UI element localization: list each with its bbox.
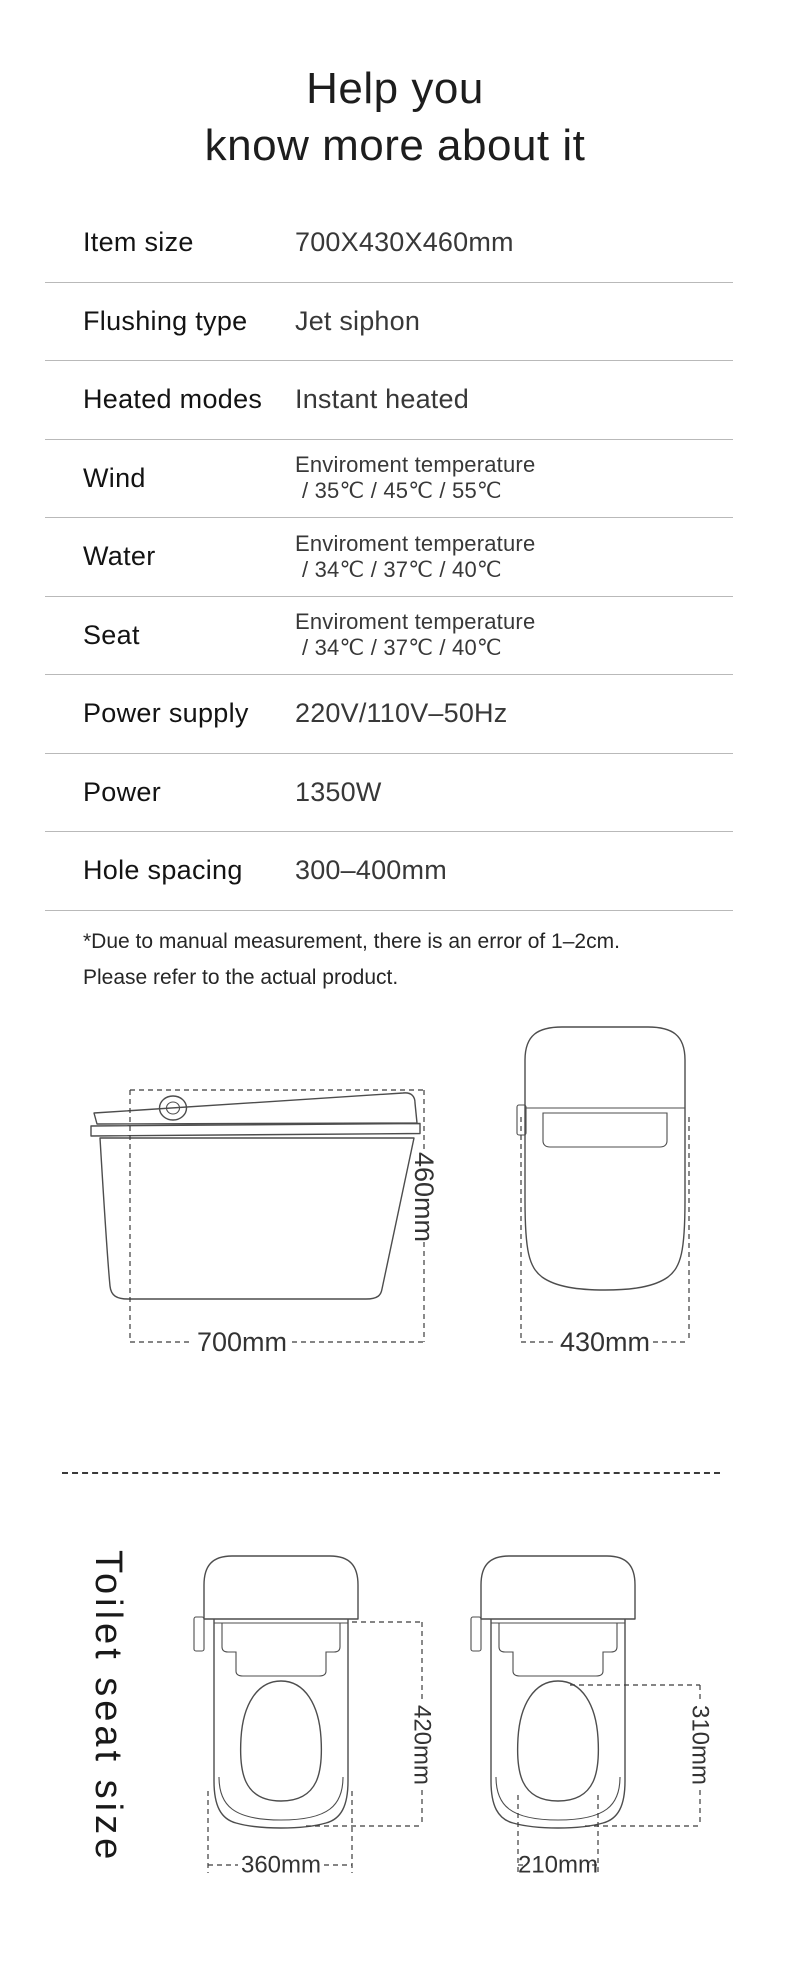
spec-label: Hole spacing [83, 855, 243, 886]
spec-row-item-size [45, 204, 733, 283]
spec-label: Wind [83, 462, 146, 493]
spec-row-seat [45, 597, 733, 676]
seat-opening-dimension-lines [518, 1685, 714, 1879]
spec-value [295, 609, 535, 661]
dim-label-opening-width-210: 210mm [517, 1851, 599, 1879]
spec-value-line2: / 35℃ / 45℃ / 55℃ [302, 478, 502, 504]
spec-row-hole-spacing [45, 832, 733, 911]
measurement-note [83, 930, 620, 990]
spec-value [295, 452, 535, 504]
dim-label-length-700: 700mm [196, 1327, 288, 1357]
spec-value-line2: / 34℃ / 37℃ / 40℃ [302, 635, 502, 661]
spec-row-power-supply [45, 675, 733, 754]
page-title [0, 60, 790, 174]
seat-size-section-title: Toilet seat size [87, 1550, 129, 1864]
seat-outer-drawing [194, 1556, 358, 1828]
spec-label: Flushing type [83, 305, 248, 336]
page-title-line2: know more about it [204, 121, 586, 170]
spec-value-line2: / 34℃ / 37℃ / 40℃ [302, 556, 502, 582]
dashed-divider [62, 1472, 720, 1474]
toilet-side-view-drawing [91, 1093, 420, 1299]
toilet-dimension-diagram [0, 1005, 790, 1360]
spec-label: Item size [83, 227, 194, 258]
spec-value-line1: Enviroment temperature [295, 530, 536, 556]
spec-row-power [45, 754, 733, 833]
spec-label: Water [83, 541, 156, 572]
spec-row-heated-modes [45, 361, 733, 440]
dim-label-seat-width-360: 360mm [240, 1851, 322, 1879]
spec-label: Power supply [83, 698, 249, 729]
page-title-line1: Help you [306, 64, 484, 113]
spec-label: Heated modes [83, 384, 263, 415]
spec-value: 700X430X460mm [295, 227, 514, 258]
spec-value: 1350W [295, 776, 382, 807]
spec-label: Seat [83, 619, 140, 650]
spec-row-flushing-type [45, 283, 733, 362]
spec-value: 220V/110V–50Hz [295, 698, 508, 729]
toilet-front-view-drawing [517, 1027, 685, 1290]
dim-label-width-430: 430mm [559, 1327, 651, 1357]
spec-row-wind [45, 440, 733, 519]
note-line2: Please refer to the actual product. [83, 966, 399, 989]
spec-value-line1: Enviroment temperature [295, 609, 536, 635]
spec-value-line1: Enviroment temperature [295, 452, 536, 478]
note-line1: *Due to manual measurement, there is an error of 1–2cm. [83, 930, 620, 953]
dim-label-height-460: 460mm [409, 1151, 439, 1243]
spec-value: 300–400mm [295, 855, 447, 886]
front-view-dimension-lines [521, 1117, 689, 1357]
seat-opening-drawing [471, 1556, 635, 1828]
spec-table [45, 204, 733, 911]
spec-row-water [45, 518, 733, 597]
spec-value [295, 531, 535, 583]
side-view-dimension-lines [130, 1090, 439, 1357]
dim-label-seat-length-420: 420mm [408, 1704, 436, 1786]
spec-label: Power [83, 776, 162, 807]
dim-label-opening-length-310: 310mm [686, 1704, 714, 1786]
spec-value: Instant heated [295, 384, 469, 415]
spec-value: Jet siphon [295, 305, 421, 336]
seat-size-diagram [0, 1495, 790, 1967]
